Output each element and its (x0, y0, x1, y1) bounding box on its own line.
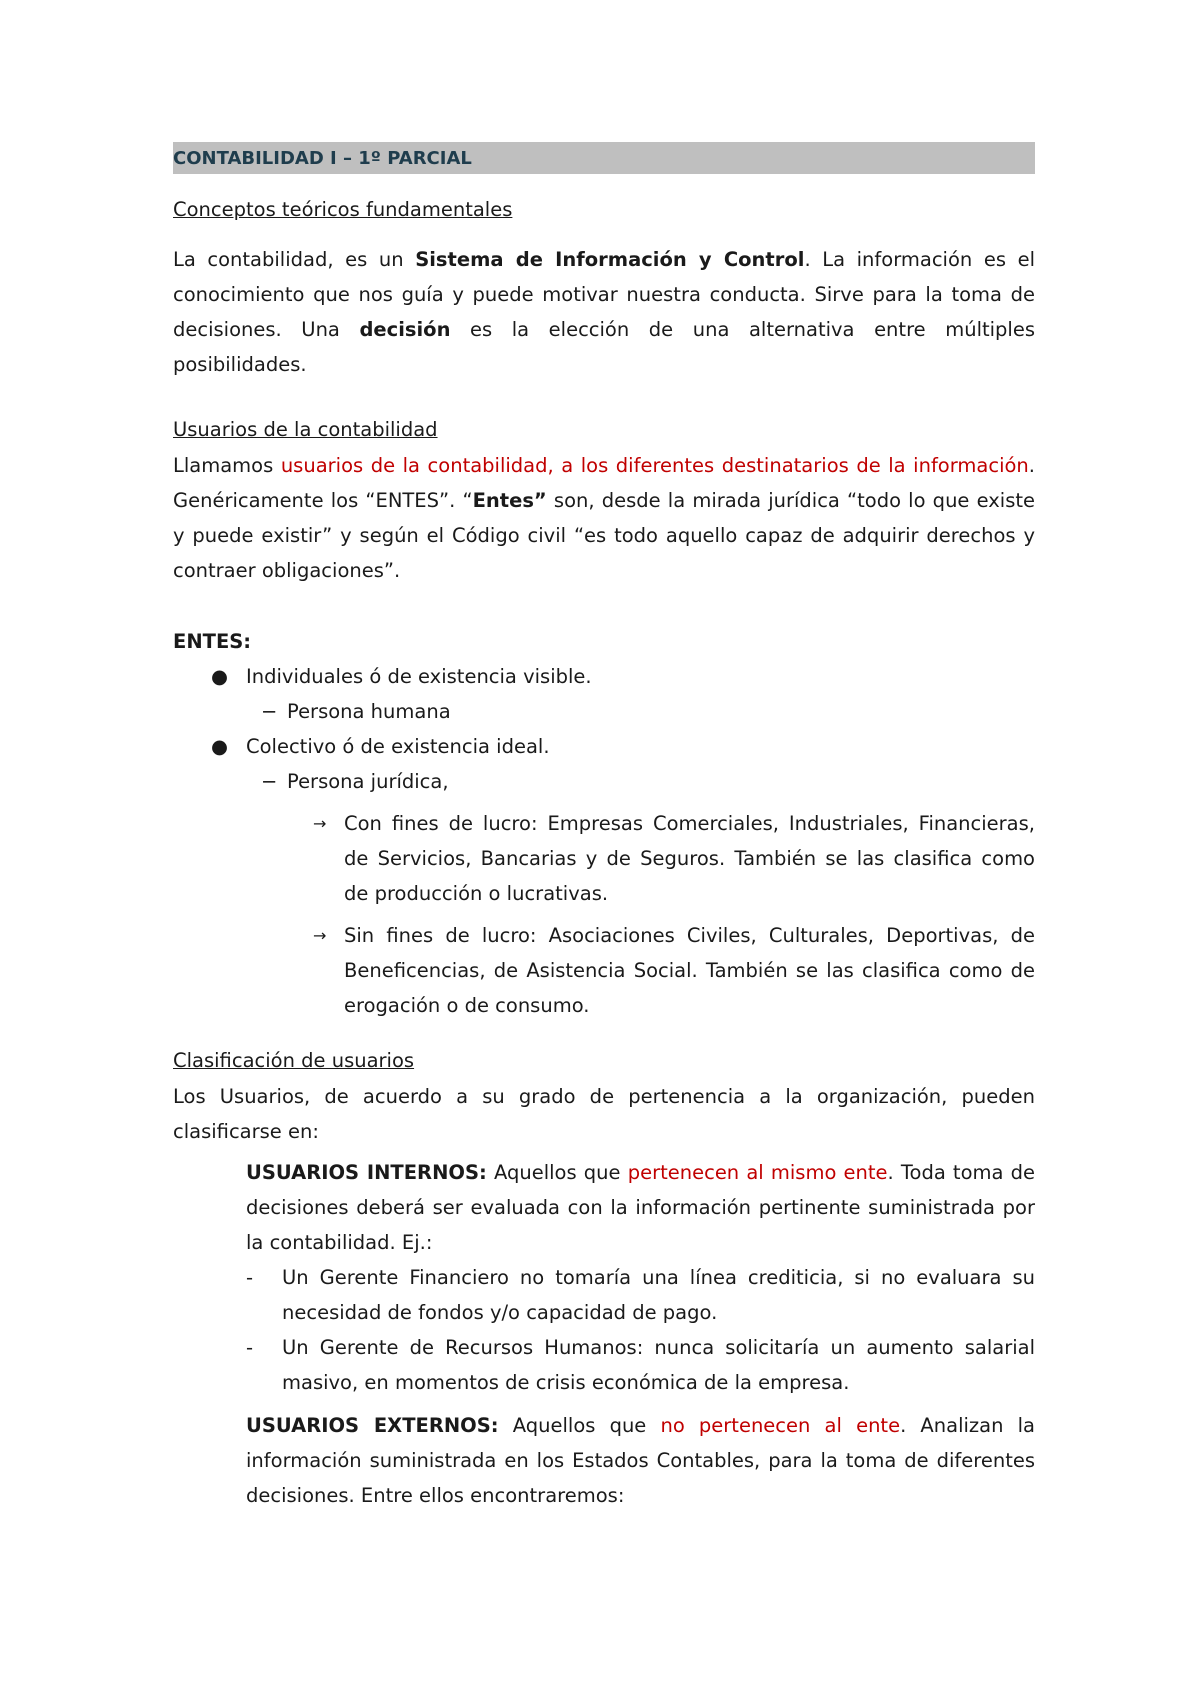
document-body (173, 142, 1035, 1513)
heading-usuarios: Usuarios de la contabilidad (173, 418, 438, 441)
text-run: . Toda toma de decisiones deberá ser evaluada con la información pertinente suministrada por la contabilidad. Ej.: (246, 1161, 1035, 1254)
list-item (173, 764, 1035, 799)
dash-icon: − (261, 700, 278, 723)
highlight-run: usuarios de la contabilidad, a los diferentes destinatarios de la información (280, 454, 1029, 477)
dash-icon: - (246, 1336, 254, 1359)
paragraph-usuarios (173, 448, 1035, 588)
list-item (173, 1155, 1035, 1260)
arrow-right-icon: → (313, 814, 327, 833)
list-item-text: Persona jurídica, (287, 770, 449, 793)
list-item-text: Sin fines de lucro: Asociaciones Civiles, Culturales, Deportivas, de Beneficencias, de Asistencia Social. También se las clasifica como de erogación o de consumo. (344, 924, 1035, 1017)
bold-run: Sistema de Información y Control (415, 248, 805, 271)
list-item-text: Individuales ó de existencia visible. (246, 665, 592, 688)
list-item (173, 729, 1035, 764)
text-run: Llamamos (173, 454, 281, 477)
highlight-run: no pertenecen al ente (660, 1414, 901, 1437)
bold-run: USUARIOS INTERNOS: (246, 1161, 487, 1184)
list-item-text: Un Gerente Financiero no tomaría una línea crediticia, si no evaluara su necesidad de fondos y/o capacidad de pago. (282, 1266, 1035, 1324)
dash-icon: - (246, 1266, 254, 1289)
list-item-text: Colectivo ó de existencia ideal. (246, 735, 550, 758)
bold-run: Entes” (472, 489, 547, 512)
list-item (173, 1330, 1035, 1400)
paragraph-contabilidad (173, 242, 1035, 382)
heading-conceptos: Conceptos teóricos fundamentales (173, 198, 513, 221)
list-item-text: Con fines de lucro: Empresas Comerciales, Industriales, Financieras, de Servicios, Bancarias y de Seguros. También se las clasifica como de producción o lucrativas. (344, 812, 1035, 905)
list-item (173, 1260, 1035, 1330)
text-run: Aquellos que (486, 1161, 628, 1184)
highlight-run: pertenecen al mismo ente (627, 1161, 888, 1184)
list-item (173, 806, 1035, 911)
text-run: La contabilidad, es un (173, 248, 416, 271)
bold-run: decisión (359, 318, 451, 341)
text-run: es la elección de una alternativa entre múltiples posibilidades. (173, 318, 1036, 376)
list-item-text: Persona humana (287, 700, 451, 723)
document-title: CONTABILIDAD I – 1º PARCIAL (173, 142, 1035, 174)
bullet-icon: ● (211, 735, 229, 758)
heading-clasificacion: Clasificación de usuarios (173, 1049, 415, 1072)
text-run: . Analizan la información suministrada en los Estados Contables, para la toma de diferentes decisiones. Entre ellos encontraremos: (246, 1414, 1035, 1507)
dash-icon: − (261, 770, 278, 793)
arrow-right-icon: → (313, 926, 327, 945)
list-item (173, 918, 1035, 1023)
bold-run: USUARIOS EXTERNOS: (246, 1414, 499, 1437)
entes-label: ENTES: (173, 630, 252, 653)
text-run: son, desde la mirada jurídica “todo lo que existe y puede existir” y según el Código civil “es todo aquello capaz de adquirir derechos y contraer obligaciones”. (173, 489, 1035, 582)
text-run: . La información es el conocimiento que nos guía y puede motivar nuestra conducta. Sirve para la toma de decisiones. Una (173, 248, 1036, 341)
paragraph-clasificacion: Los Usuarios, de acuerdo a su grado de pertenencia a la organización, pueden clasificarse en: (173, 1085, 1035, 1143)
text-run: . Genéricamente los “ENTES”. “ (173, 454, 1035, 512)
list-item (173, 659, 1035, 694)
list-item (173, 694, 1035, 729)
text-run: Aquellos que (498, 1414, 661, 1437)
bullet-icon: ● (211, 665, 229, 688)
list-item-text: Un Gerente de Recursos Humanos: nunca solicitaría un aumento salarial masivo, en momentos de crisis económica de la empresa. (282, 1336, 1035, 1394)
list-item (173, 1408, 1035, 1513)
